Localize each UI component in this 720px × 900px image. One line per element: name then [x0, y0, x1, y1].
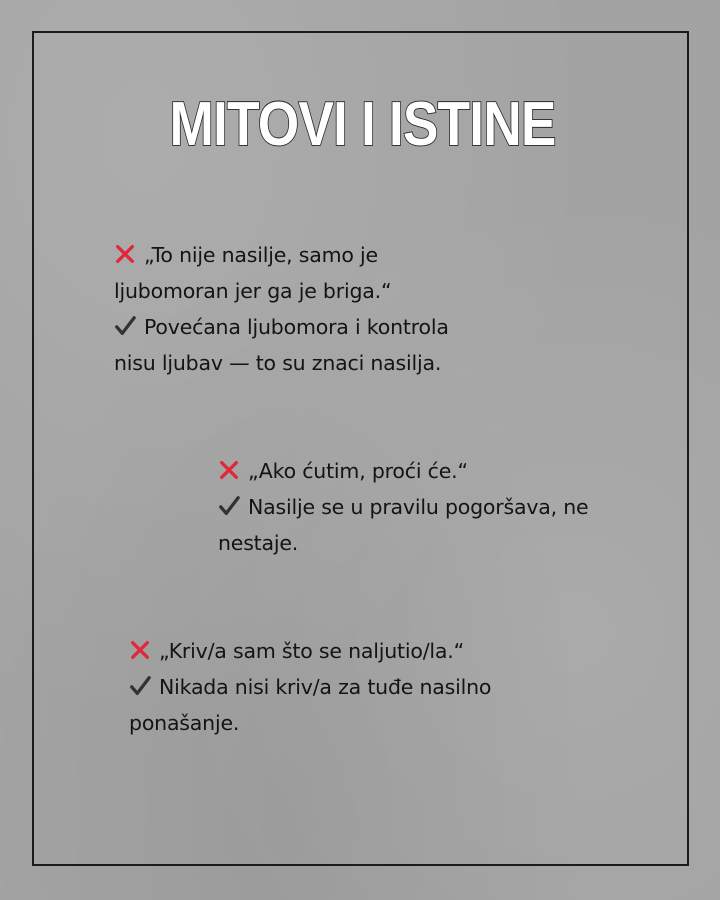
truth-text: Povećana ljubomora i kontrola: [144, 315, 449, 339]
myth-truth-item-1: [114, 237, 449, 381]
truth-text: ponašanje.: [129, 711, 240, 735]
truth-line-1: [129, 669, 491, 705]
cross-mark-icon: [218, 459, 240, 481]
truth-text: Nasilje se u pravilu pogoršava, ne: [248, 495, 589, 519]
truth-text: nestaje.: [218, 531, 299, 555]
myth-text: „Kriv/a sam što se naljutio/la.“: [159, 639, 465, 663]
myth-text: „Ako ćutim, proći će.“: [248, 459, 468, 483]
cross-mark-icon: [114, 243, 136, 265]
page-title: MITOVI I ISTINE: [169, 90, 556, 159]
myth-truth-item-2: [218, 453, 588, 561]
truth-line-1: [114, 309, 449, 345]
check-mark-icon: [218, 495, 240, 517]
cross-mark-icon: [129, 639, 151, 661]
truth-text: nisu ljubav — to su znaci nasilja.: [114, 351, 442, 375]
myth-line-1: [129, 633, 491, 669]
myth-line-1: [114, 237, 449, 273]
myth-line-1: [218, 453, 588, 489]
truth-line-2: [218, 525, 588, 561]
myth-text: ljubomoran jer ga je briga.“: [114, 279, 392, 303]
truth-text: Nikada nisi kriv/a za tuđe nasilno: [159, 675, 492, 699]
check-mark-icon: [114, 315, 136, 337]
myth-text: „To nije nasilje, samo je: [144, 243, 378, 267]
truth-line-2: [114, 345, 449, 381]
myth-truth-item-3: [129, 633, 491, 741]
check-mark-icon: [129, 675, 151, 697]
truth-line-1: [218, 489, 588, 525]
truth-line-2: [129, 705, 491, 741]
myth-line-2: [114, 273, 449, 309]
